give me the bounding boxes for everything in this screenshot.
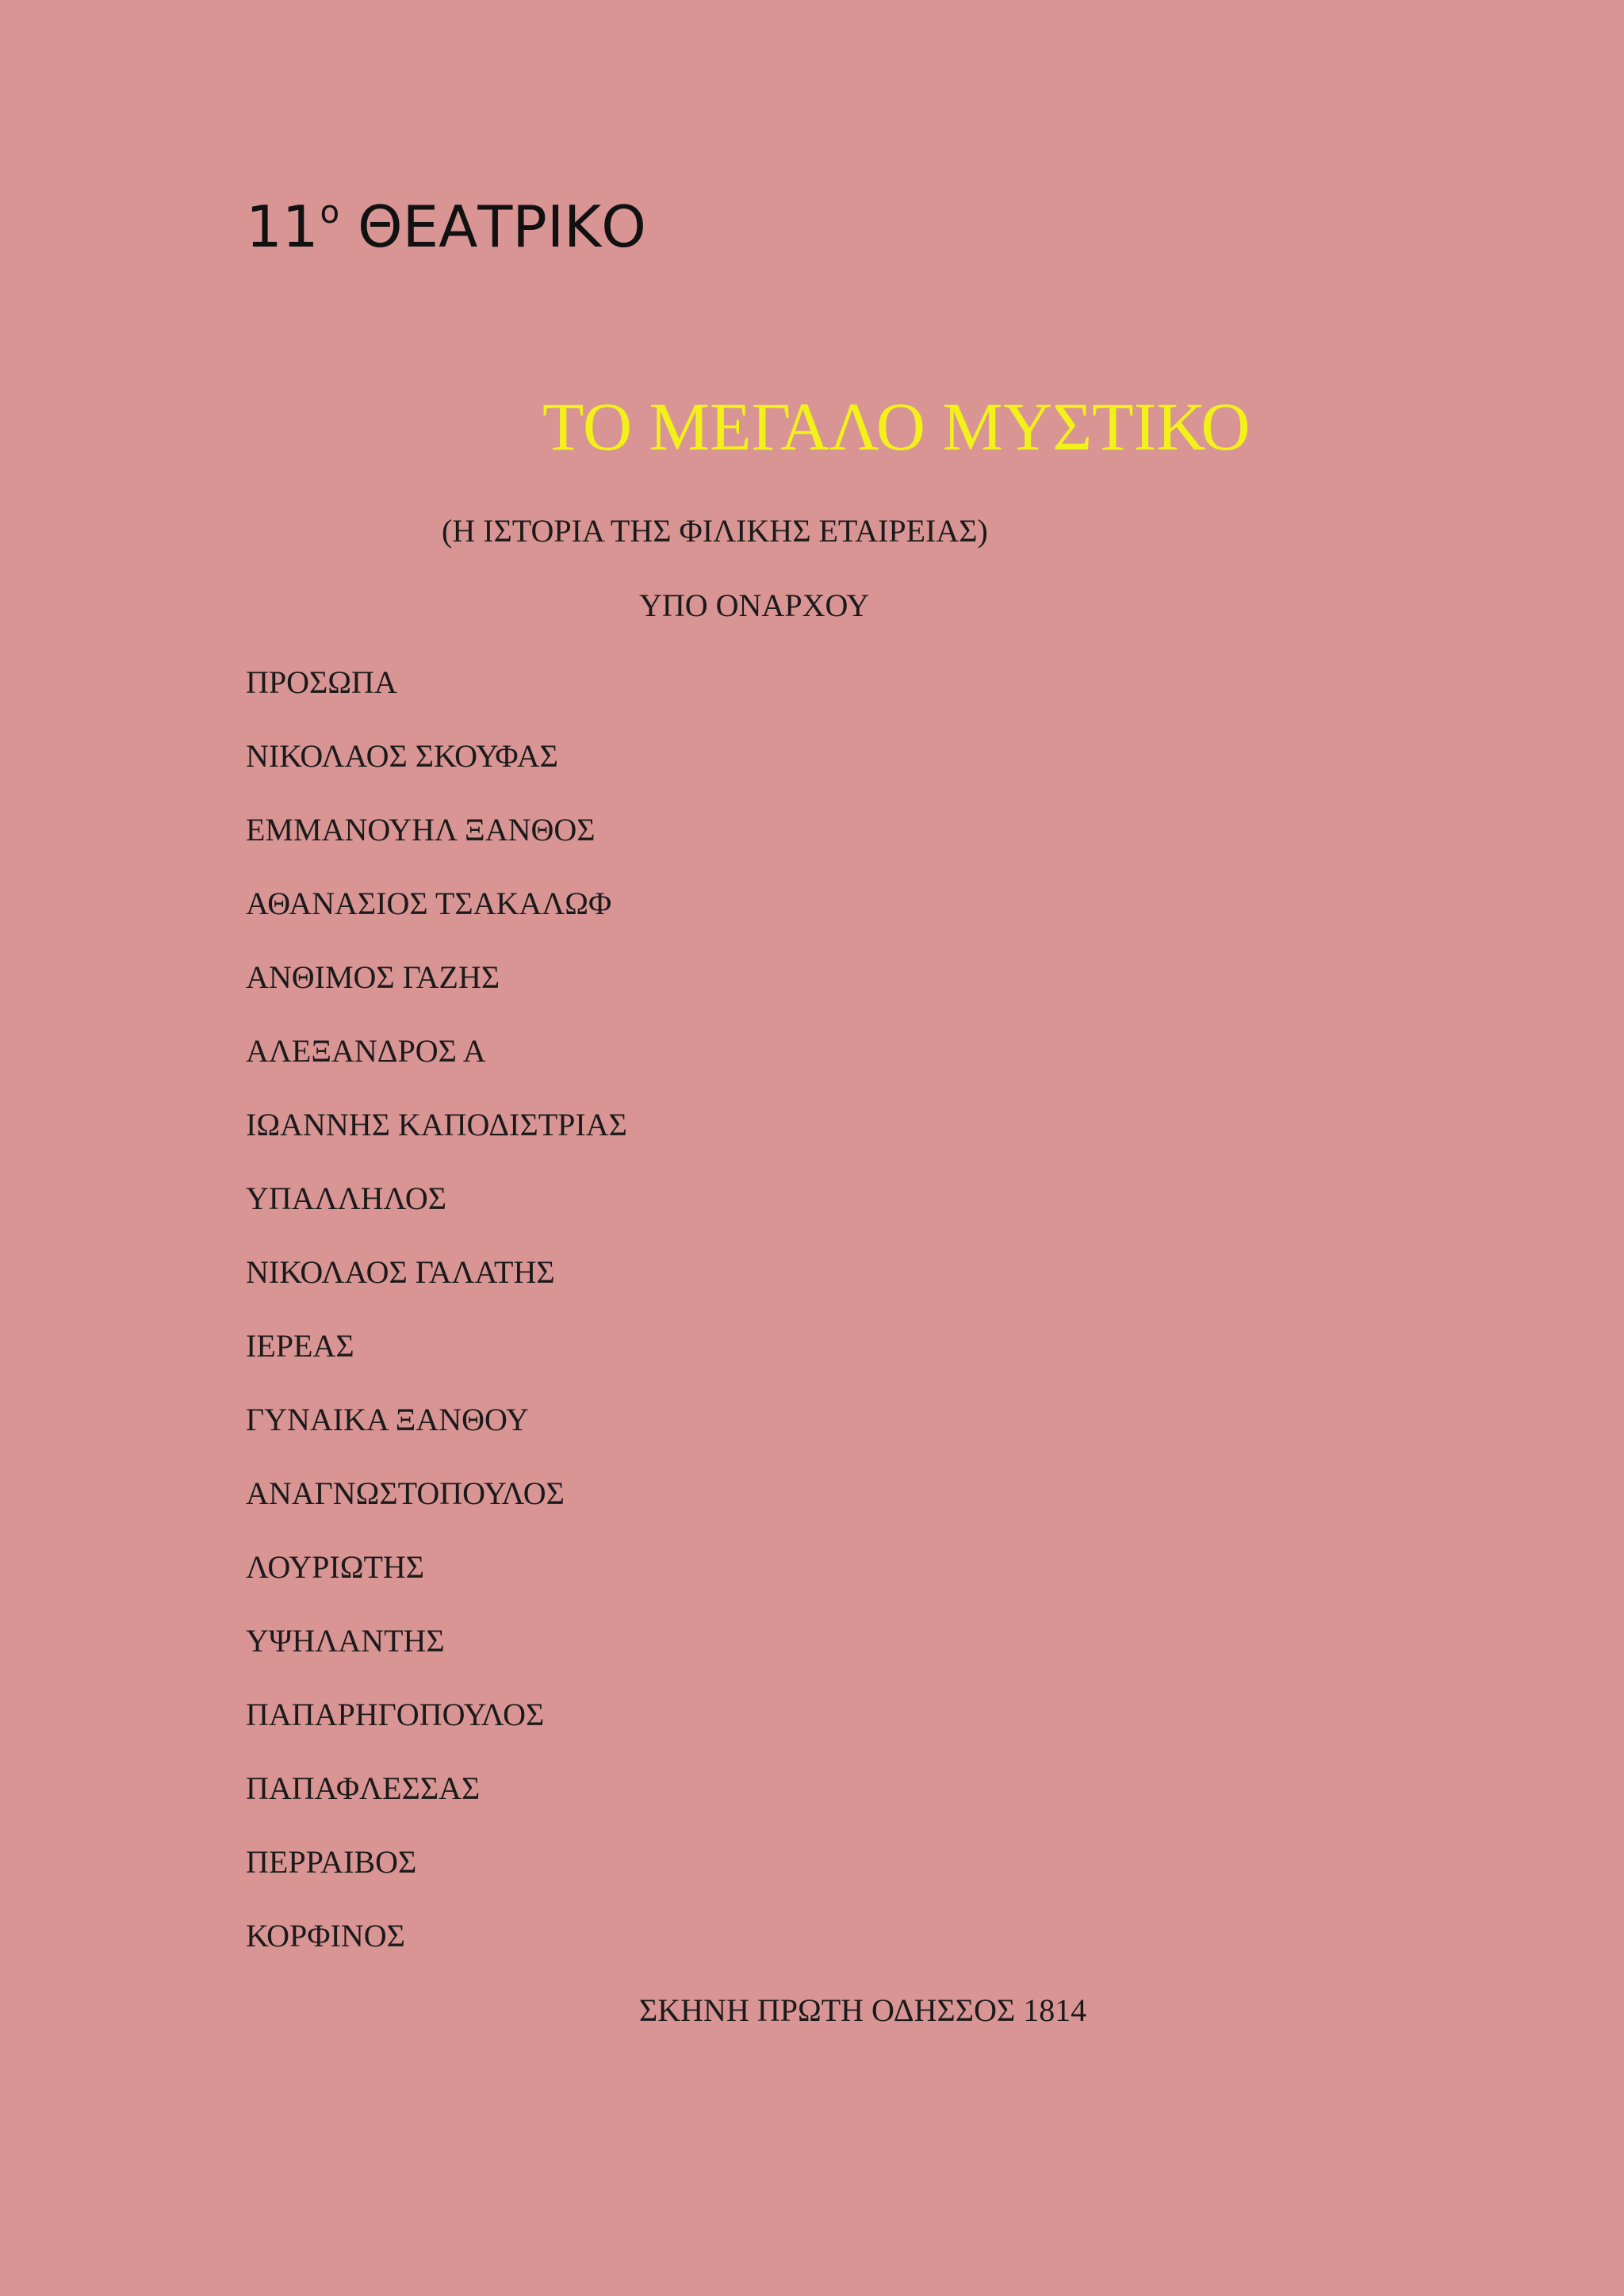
cast-member: ΥΠΑΛΛΗΛΟΣ [246,1181,447,1216]
play-number-heading [246,193,646,260]
cast-member: ΝΙΚΟΛΑΟΣ ΣΚΟΥΦΑΣ [246,738,558,774]
cast-member: ΙΩΑΝΝΗΣ ΚΑΠΟΔΙΣΤΡΙΑΣ [246,1107,627,1142]
cast-member: ΑΝΑΓΝΩΣΤΟΠΟΥΛΟΣ [246,1475,565,1511]
cast-member: ΑΝΘΙΜΟΣ ΓΑΖΗΣ [246,959,500,995]
cast-member: ΠΕΡΡΑΙΒΟΣ [246,1844,417,1880]
cast-member: ΥΨΗΛΑΝΤΗΣ [246,1623,445,1659]
heading-number: 11 [246,193,319,260]
heading-superscript: ο [320,194,340,231]
cast-member: ΑΘΑΝΑΣΙΟΣ ΤΣΑΚΑΛΩΦ [246,886,612,921]
cast-member: ΙΕΡΕΑΣ [246,1328,354,1364]
cast-member: ΑΛΕΞΑΝΔΡΟΣ Α [246,1033,486,1069]
cast-member: ΠΑΠΑΦΛΕΣΣΑΣ [246,1770,481,1806]
cast-member: ΓΥΝΑΙΚΑ ΞΑΝΘΟΥ [246,1402,529,1437]
play-title: ΤΟ ΜΕΓΑΛΟ ΜΥΣΤΙΚΟ [542,388,1251,465]
cast-member: ΚΟΡΦΙΝΟΣ [246,1918,405,1954]
cast-member: ΝΙΚΟΛΑΟΣ ΓΑΛΑΤΗΣ [246,1254,555,1290]
cast-header: ΠΡΟΣΩΠΑ [246,664,397,700]
cast-list [246,663,627,1990]
cast-member: ΛΟΥΡΙΩΤΗΣ [246,1549,425,1585]
play-author: ΥΠΟ ΟΝΑΡΧΟΥ [639,587,870,623]
cast-member: ΕΜΜΑΝΟΥΗΛ ΞΑΝΘΟΣ [246,812,596,848]
play-subtitle: (Η ΙΣΤΟΡΙΑ ΤΗΣ ΦΙΛΙΚΗΣ ΕΤΑΙΡΕΙΑΣ) [442,513,988,549]
scene-heading: ΣΚΗΝΗ ΠΡΩΤΗ ΟΔΗΣΣΟΣ 1814 [639,1992,1087,2028]
cast-member: ΠΑΠΑΡΗΓΟΠΟΥΛΟΣ [246,1697,545,1732]
heading-word: ΘΕΑΤΡΙΚΟ [358,193,646,260]
